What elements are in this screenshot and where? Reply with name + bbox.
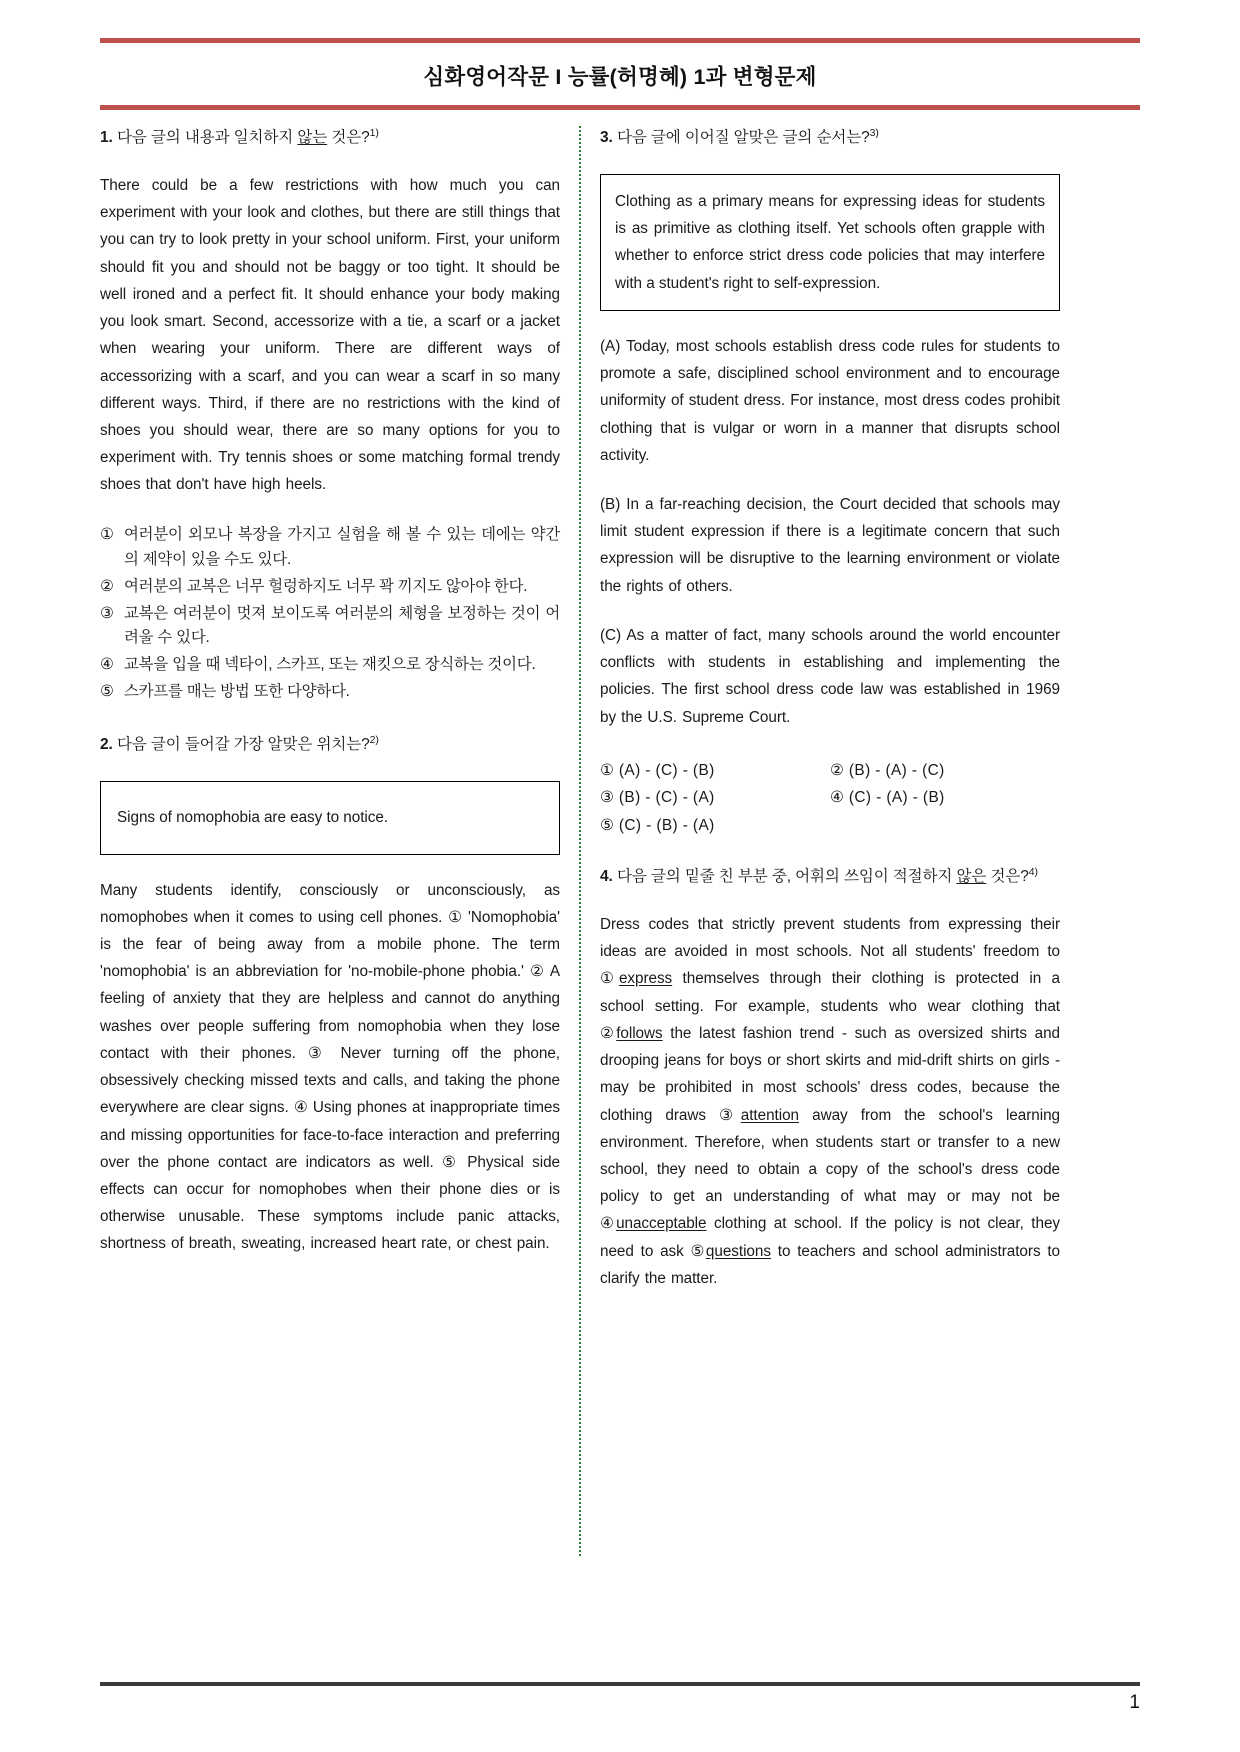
- underlined-vocab-item[interactable]: [600, 970, 672, 987]
- choice-label: 교복을 입을 때 넥타이, 스카프, 또는 재킷으로 장식하는 것이다.: [124, 656, 536, 674]
- vocab-word: unacceptable: [616, 1215, 707, 1233]
- choice-item[interactable]: [100, 602, 560, 652]
- question-3-number: 3.: [600, 129, 613, 146]
- question-3-prompt: [600, 126, 1060, 150]
- choice-item[interactable]: [100, 575, 560, 600]
- question-2-footnote-marker: 2): [369, 734, 379, 747]
- choice-label: (A) - (C) - (B): [618, 761, 715, 779]
- choice-marker: ②: [100, 577, 114, 595]
- choice-marker: ④: [830, 789, 845, 807]
- choice-item[interactable]: [600, 812, 1060, 839]
- question-2: [100, 733, 560, 1257]
- choice-marker: ③: [600, 789, 615, 807]
- underlined-vocab-item[interactable]: [719, 1107, 799, 1124]
- question-1-number: 1.: [100, 129, 113, 146]
- question-3-paragraph-a: (A) Today, most schools establish dress code rules for students to promote a safe, disciplined school environment and to encourage uniformity of student dress. For instance, most dress codes prohibit clothing that is vulgar or worn in a manner that disrupts school activity.: [600, 337, 1060, 464]
- question-4-prompt: [600, 865, 1060, 889]
- choice-label: (B) - (A) - (C): [848, 761, 945, 779]
- choice-marker: ⑤: [100, 683, 114, 701]
- choice-label: 여러분이 외모나 복장을 가지고 실험을 해 볼 수 있는 데에는 약간의 제약이 있을 수도 있다.: [124, 525, 560, 568]
- choice-marker: ①: [600, 761, 615, 779]
- choice-label: 교복은 여러분이 멋져 보이도록 여러분의 체형을 보정하는 것이 어려울 수 있다.: [124, 604, 560, 647]
- question-4: [600, 865, 1060, 1292]
- vocab-marker: ②: [600, 1024, 617, 1042]
- choice-label: 스카프를 매는 방법 또한 다양하다.: [124, 683, 350, 701]
- choice-marker: ④: [100, 656, 114, 674]
- question-4-prompt-line1: 다음 글의 밑줄 친 부분 중, 어휘의 쓰임이 적절하지: [616, 868, 953, 885]
- left-column: [100, 126, 560, 1601]
- footer-rule: [100, 1682, 1140, 1686]
- choice-item[interactable]: [830, 784, 1060, 811]
- question-2-inserted-sentence-box: Signs of nomophobia are easy to notice.: [100, 781, 560, 854]
- column-divider: [560, 126, 600, 1601]
- choice-item[interactable]: [600, 784, 830, 811]
- question-1-passage: There could be a few restrictions with how much you can experiment with your look and clothes, but there are still things that you can try to look pretty in your school uniform. First, your uniform should fit you and should not be baggy or too tight. It should be well ironed and a perfect fit. It should enhance your body making you look smart. Second, accessorize with a tie, a scarf or a jacket when wearing your uniform. There are different ways of accessorizing with a scarf, and you can wear a scarf in so many different ways. Third, if there are no restrictions with the kind of shoes you should wear, there are so many options for you to experiment with. Try tennis shoes or some matching formal trendy shoes that don't have high heels.: [100, 177, 560, 494]
- choice-label: 여러분의 교복은 너무 헐렁하지도 너무 꽉 끼지도 않아야 한다.: [124, 577, 528, 595]
- vocab-marker: ④: [600, 1215, 617, 1233]
- choice-label: (C) - (A) - (B): [848, 789, 945, 807]
- underlined-vocab-item[interactable]: [691, 1243, 771, 1260]
- question-gap: [100, 707, 560, 733]
- choice-item[interactable]: [830, 757, 1060, 784]
- question-1-prompt-pre: 다음 글의 내용과 일치하지: [116, 129, 298, 146]
- vocab-word: attention: [740, 1106, 800, 1124]
- document-title: 심화영어작문 I 능률(허명혜) 1과 변형문제: [423, 65, 817, 89]
- question-1-prompt-post: 것은?: [327, 129, 370, 146]
- question-gap: [600, 839, 1060, 865]
- choice-marker: ①: [100, 525, 114, 543]
- choice-item[interactable]: [600, 757, 830, 784]
- underlined-vocab-item[interactable]: [600, 1025, 663, 1042]
- question-4-prompt-emphasis: 않은: [956, 868, 987, 885]
- underlined-vocab-item[interactable]: [600, 1215, 706, 1232]
- choice-marker: ⑤: [600, 816, 615, 834]
- question-4-prompt-post: 것은?: [986, 868, 1029, 885]
- question-2-prompt-pre: 다음 글이 들어갈 가장 알맞은 위치는?: [116, 736, 370, 754]
- question-3-footnote-marker: 3): [869, 126, 879, 139]
- question-1-prompt: [100, 126, 560, 150]
- vocab-marker: ⑤: [690, 1242, 706, 1260]
- page-footer: [100, 1682, 1140, 1714]
- question-3-prompt-pre: 다음 글에 이어질 알맞은 글의 순서는?: [616, 129, 870, 146]
- choice-item[interactable]: [100, 523, 560, 573]
- question-1: [100, 126, 560, 705]
- question-2-number: 2.: [100, 736, 113, 754]
- choice-label: (B) - (C) - (A): [618, 789, 715, 807]
- question-3-paragraph-c: (C) As a matter of fact, many schools around the world encounter conflicts with students in establishing and implementing the policies. The first school dress code law was established in 1969 by the U.S. Supreme Court.: [600, 626, 1060, 726]
- vocab-word: follows: [616, 1024, 663, 1042]
- choice-marker: ②: [830, 761, 845, 779]
- choice-row: [600, 812, 1060, 839]
- question-1-choices: [100, 523, 560, 706]
- choice-row: [600, 784, 1060, 811]
- right-column: [600, 126, 1060, 1601]
- question-4-number: 4.: [600, 868, 613, 885]
- choice-label: (C) - (B) - (A): [618, 816, 715, 834]
- header-rule-bottom: [100, 105, 1140, 110]
- question-4-footnote-marker: 4): [1028, 865, 1038, 878]
- question-2-passage: Many students identify, consciously or unconsciously, as nomophobes when it comes to using cell phones. ① 'Nomophobia' is the fear of being away from a mobile phone. The term 'nomophobia' is an abbreviation for 'no-mobile-phone phobia.' ② A feeling of anxiety that they are helpless and cannot do anything washes over people suffering from nomophobia when they lose contact with their phones. ③ Never turning off the phone, obsessively checking missed texts and calls, and taking the phone everywhere are clear signs. ④ Using phones at inappropriate times and missing opportunities for face-to-face interaction and preferring over the phone contact are indicators as well. ⑤ Physical side effects can occur for nomophobes when their phone dies or is otherwise unusable. These symptoms include panic attacks, shortness of breath, sweating, increased heart rate, or chest pain.: [100, 881, 560, 1253]
- choice-marker: ③: [100, 604, 114, 622]
- question-3: [600, 126, 1060, 839]
- question-3-lead-box: Clothing as a primary means for expressing ideas for students is as primitive as clothing itself. Yet schools often grapple with whether to enforce strict dress code policies that may interfere with a student's right to self-expression.: [600, 174, 1060, 311]
- page-number: 1: [1129, 1692, 1140, 1713]
- vocab-word: questions: [705, 1242, 771, 1260]
- question-4-passage: Dress codes that strictly prevent students from expressing their ideas are avoided in most schools. Not all students' freedom to ①express themselves through their clothing is protected in a school setting. For example, students who wear clothing that ②follows the latest fashion trend - such as oversized shirts and drooping jeans for boys or short skirts and mid-drift shirts on girls - may be prohibited in most schools' dress codes, because the clothing draws ③attention away from the school's learning environment. Therefore, when students start or transfer to a new school, they need to obtain a copy of the school's dress code policy to get an understanding of what may or may not be ④unacceptable clothing at school. If the policy is not clear, they need to ask ⑤questions to teachers and school administrators to clarify the matter.: [600, 916, 1061, 1287]
- question-1-footnote-marker: 1): [369, 126, 379, 139]
- question-1-prompt-emphasis: 않는: [297, 129, 328, 146]
- question-3-choices: [600, 757, 1060, 839]
- vocab-marker: ③: [719, 1106, 741, 1124]
- question-2-prompt: [100, 733, 560, 757]
- column-container: [100, 126, 1140, 1601]
- vocab-marker: ①: [600, 970, 619, 988]
- vocab-word: express: [618, 970, 673, 988]
- question-3-paragraph-b: (B) In a far-reaching decision, the Court decided that schools may limit student expression if there is a legitimate concern that such expression will be disruptive to the learning environment or violate the rights of others.: [600, 495, 1060, 595]
- choice-item[interactable]: [100, 653, 560, 678]
- choice-item[interactable]: [100, 680, 560, 705]
- choice-row: [600, 757, 1060, 784]
